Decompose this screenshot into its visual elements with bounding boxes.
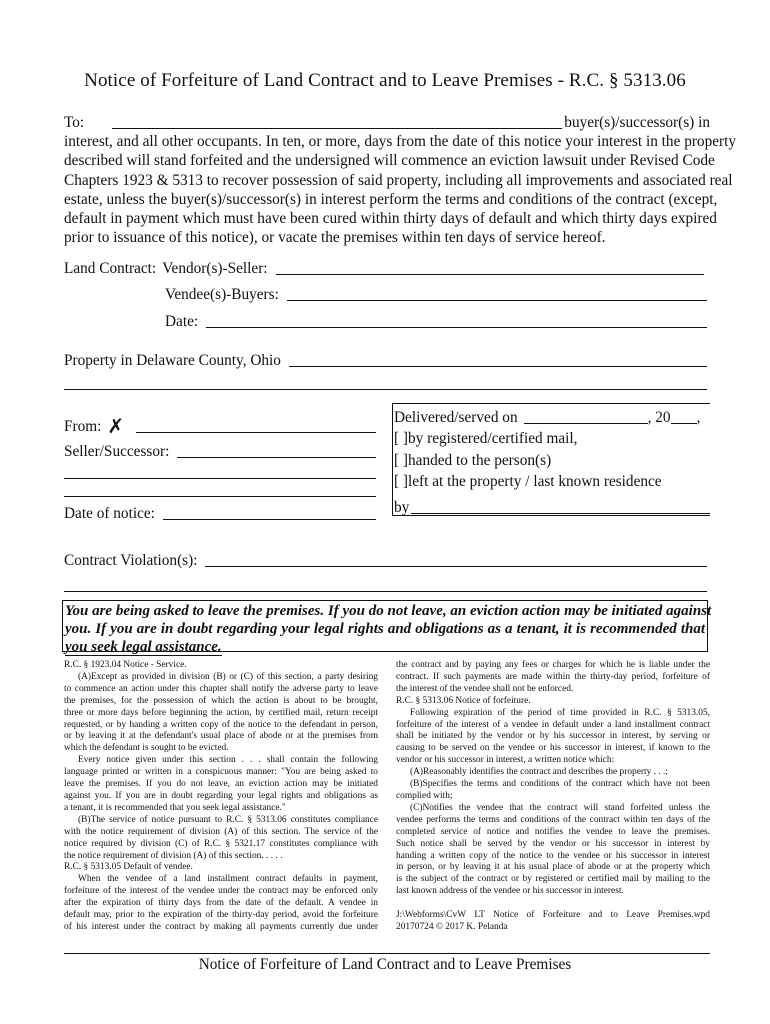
contract-date-field[interactable] bbox=[206, 312, 707, 328]
signature-x-mark: ✗ bbox=[107, 414, 125, 438]
delivery-box-top bbox=[392, 403, 710, 404]
statute-line: the interest of the vendee shall not be enforced. bbox=[396, 683, 574, 694]
statute-line: Such notice shall be served by the vendor or his successor in interest by bbox=[396, 838, 710, 849]
statute-line: the contract and by paying any fees or charges for which he is liable under the bbox=[396, 660, 710, 670]
warning-line: you. If you are in doubt regarding your legal rights and obligations as a tenant, it is recommended that bbox=[65, 621, 705, 637]
to-label: To: bbox=[64, 114, 85, 131]
vendor-seller-label: Vendor(s)-Seller: bbox=[162, 260, 268, 277]
statute-line: a tenant, it is recommended that you seek legal assistance." bbox=[64, 802, 286, 813]
year-prefix: , 20 bbox=[647, 408, 671, 426]
statute-line: of his interest under the contract by making all payments currently due under bbox=[64, 921, 378, 932]
statute-line: causing to be served on the vendee or his successor in interest, if known to the bbox=[396, 743, 710, 754]
contract-date-label: Date: bbox=[165, 313, 199, 330]
delivered-by-field[interactable] bbox=[411, 499, 710, 514]
statute-line: or by leaving it at the defendant's usual place of abode or at the premises from bbox=[64, 731, 378, 742]
delivery-box-bottom bbox=[392, 515, 710, 516]
delivered-date-field[interactable] bbox=[524, 409, 648, 424]
contract-violation-row bbox=[64, 551, 707, 570]
statute-line: complied with; bbox=[396, 790, 453, 801]
statute-line: handing a written copy of the notice to the vendee or his successor in interest bbox=[396, 850, 710, 861]
vendee-buyers-row bbox=[165, 285, 707, 304]
delivered-row bbox=[394, 405, 710, 427]
statute-line: R.C. § 5313.05 Default of vendee. bbox=[64, 862, 193, 873]
delivered-by-label: by bbox=[394, 498, 410, 516]
contract-violation-field[interactable] bbox=[205, 551, 707, 567]
contract-date-row bbox=[165, 312, 707, 331]
delivery-option-left[interactable] bbox=[394, 470, 710, 492]
statute-line: vendee performs the terms and conditions of the contract within ten days of the bbox=[396, 814, 710, 825]
statute-line bbox=[396, 898, 710, 910]
statute-line: leave the premises. If you do not leave, an eviction action may be initiated bbox=[64, 779, 378, 790]
statute-line: the premises, for the possession of which the action is about to be brought, bbox=[64, 695, 378, 706]
statute-line: forfeiture of the interest of the vendee under the contract may be enforced only bbox=[64, 886, 378, 897]
land-contract-label: Land Contract: bbox=[64, 260, 157, 277]
delivered-year-field[interactable] bbox=[671, 409, 697, 424]
intro-line: Chapters 1923 & 5313 to recover possession of said property, including all improvements and associated real bbox=[64, 171, 733, 189]
intro-line: interest, and all other occupants. In ten, or more, days from the date of this notice your interest in the property bbox=[64, 133, 737, 151]
warning-line bbox=[65, 638, 705, 656]
from-label: From: bbox=[64, 418, 102, 435]
contract-violation-label: Contract Violation(s): bbox=[64, 552, 198, 569]
statute-line: notice required by division (C) of R.C. § 5321.17 constitutes compliance with bbox=[64, 838, 378, 849]
statute-line: default may, prior to the expiration of the thirty-day period, avoid the forfeiture bbox=[64, 910, 378, 921]
statute-line: after the expiration of thirty days from the date of the default. A vendee in bbox=[64, 898, 378, 909]
delivery-option-left-label: [ ]left at the property / last known residence bbox=[394, 473, 662, 490]
seller-successor-row bbox=[64, 442, 376, 461]
delivered-by-row bbox=[394, 495, 710, 517]
statute-line: Following expiration of the period of time provided in R.C. § 5313.05, bbox=[410, 707, 710, 718]
statute-right-column bbox=[396, 660, 710, 934]
footer-rule bbox=[64, 953, 710, 954]
delivery-option-handed-label: [ ]handed to the person(s) bbox=[394, 451, 552, 469]
seller-address-line-1[interactable] bbox=[64, 478, 376, 479]
intro-line: prior to issuance of this notice), or vacate the premises within ten days of service hereof. bbox=[64, 229, 606, 247]
intro-line: default in payment which must have been cured within thirty days of default and which thirty days expired bbox=[64, 210, 717, 228]
statute-line: contract. If such payments are made within the thirty-day period, forfeiture of bbox=[396, 671, 710, 682]
footer-title: Notice of Forfeiture of Land Contract and to Leave Premises bbox=[198, 956, 572, 973]
date-of-notice-field[interactable] bbox=[163, 504, 376, 520]
from-row bbox=[64, 416, 376, 436]
from-signature-field[interactable] bbox=[136, 417, 376, 433]
statute-line: to commence an action under this chapter shall notify the adverse party to leave bbox=[64, 683, 378, 694]
delivered-label: Delivered/served on bbox=[394, 408, 518, 426]
contract-violation-line-2[interactable] bbox=[64, 591, 707, 592]
statute-line: last known address of the vendee or his successor in interest. bbox=[396, 886, 624, 897]
intro-line: described will stand forfeited and the undersigned will commence an eviction lawsuit under Revised Code bbox=[64, 152, 715, 170]
to-suffix: buyer(s)/successor(s) in bbox=[564, 114, 710, 131]
vendee-buyers-field[interactable] bbox=[287, 285, 707, 301]
vendee-buyers-label: Vendee(s)-Buyers: bbox=[165, 286, 279, 303]
warning-line: You are being asked to leave the premises. If you do not leave, an eviction action may be initiated against bbox=[65, 603, 712, 619]
statute-line: against you. If you are in doubt regarding your legal rights and obligations as bbox=[64, 790, 378, 801]
statute-line: three or more days before beginning the action, by certified mail, return receipt bbox=[64, 707, 378, 718]
intro-line: estate, unless the buyer(s)/successor(s) in interest perform the terms and conditions of the contract (except, bbox=[64, 190, 718, 208]
statute-line: (B)Specifies the terms and conditions of the contract which have not been bbox=[410, 779, 710, 790]
statute-line: R.C. § 1923.04 Notice - Service. bbox=[64, 660, 187, 670]
statute-line: completed service of notice and notifies the vendee to leave the premises. bbox=[396, 826, 710, 837]
property-field[interactable] bbox=[289, 351, 707, 367]
date-of-notice-label: Date of notice: bbox=[64, 505, 155, 522]
statute-line: (C)Notifies the vendee that the contract will stand forfeited unless the bbox=[410, 802, 710, 813]
delivery-box bbox=[394, 405, 710, 517]
statute-line: (A)Reasonably identifies the contract and describes the property . . .; bbox=[410, 767, 668, 778]
seller-address-line-2[interactable] bbox=[64, 496, 376, 497]
statute-line: the notice requirement of division (A) of this section. . . . . bbox=[64, 850, 283, 861]
statute-line: When the vendee of a land installment contract defaults in payment, bbox=[78, 874, 378, 885]
statute-line: (B)The service of notice pursuant to R.C. § 5313.06 constitutes compliance bbox=[78, 814, 378, 825]
statute-line: R.C. § 5313.06 Notice of forfeiture. bbox=[396, 695, 531, 706]
statute-line: shall be initiated by the vendor or by his successor in interest, by serving or bbox=[396, 731, 710, 742]
delivery-option-handed[interactable] bbox=[394, 448, 710, 470]
eviction-warning-box bbox=[62, 600, 712, 655]
statute-line: which the defendant is sought to be evicted. bbox=[64, 743, 229, 754]
statute-line: language printed or written in a conspicuous manner: "You are being asked to bbox=[64, 767, 378, 778]
to-recipient-field[interactable] bbox=[112, 114, 562, 129]
statute-left-column bbox=[64, 660, 378, 934]
delivery-option-mail-label: [ ]by registered/certified mail, bbox=[394, 430, 578, 447]
property-label: Property in Delaware County, Ohio bbox=[64, 352, 281, 369]
seller-successor-label: Seller/Successor: bbox=[64, 443, 170, 460]
vendor-seller-row bbox=[64, 259, 704, 278]
intro-paragraph bbox=[64, 113, 737, 247]
property-field-line-2[interactable] bbox=[64, 389, 707, 390]
statute-line: 20170724 © 2017 K. Pelanda bbox=[396, 921, 508, 932]
statute-line: in person, or by leaving it at his usual place of abode or at the property which bbox=[396, 862, 710, 873]
seller-successor-field[interactable] bbox=[177, 442, 376, 458]
statute-line: vendor or his successor in interest, a written notice which: bbox=[396, 755, 615, 766]
property-row bbox=[64, 351, 707, 370]
to-line bbox=[64, 113, 710, 132]
warning-line-text: you seek legal assistance. bbox=[65, 639, 222, 655]
vendor-seller-field[interactable] bbox=[276, 259, 704, 275]
document-title: Notice of Forfeiture of Land Contract and to Leave Premises - R.C. § 5313.06 bbox=[84, 70, 686, 91]
statute-line: with the notice requirement of division (A) of this section. The service of the bbox=[64, 826, 378, 837]
statute-line: is the subject of the contract or by registered or certified mail by mailing to the bbox=[396, 874, 710, 885]
statute-line: requested, or by handing a written copy of the notice to the defendant in person, bbox=[64, 719, 378, 730]
year-suffix: , bbox=[696, 408, 701, 426]
date-of-notice-row bbox=[64, 504, 376, 523]
statute-line: Every notice given under this section . . . shall contain the following bbox=[78, 755, 378, 766]
delivery-box-left bbox=[392, 403, 393, 515]
delivery-option-mail[interactable] bbox=[394, 427, 710, 449]
statute-line: forfeiture of the interest of a vendee in default under a land installment contract bbox=[396, 719, 710, 730]
statute-line: (A)Except as provided in division (B) or (C) of this section, a party desiring bbox=[78, 671, 378, 682]
statute-line: J:\Webforms\CvW LT Notice of Forfeiture and to Leave Premises.wpd bbox=[396, 910, 710, 921]
